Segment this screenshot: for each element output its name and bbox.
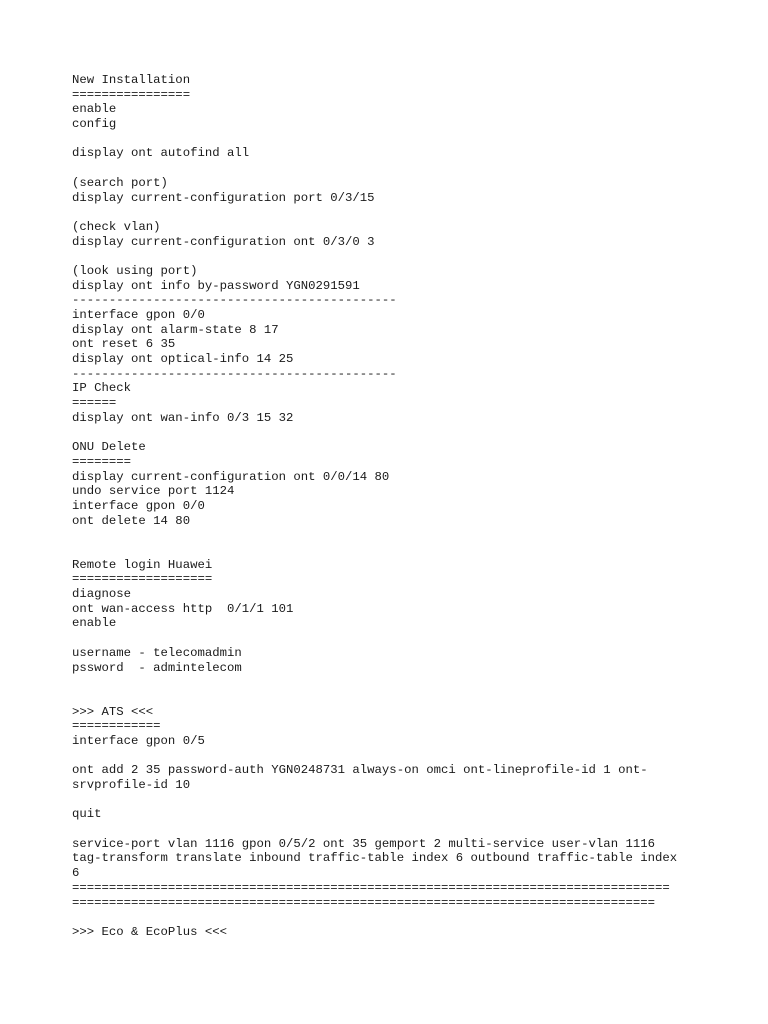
text-line: display current-configuration port 0/3/15 bbox=[72, 190, 375, 205]
text-line: (check vlan) bbox=[72, 219, 161, 234]
text-line: ont reset 6 35 bbox=[72, 337, 176, 352]
text-line: -------------------------------------------- bbox=[72, 366, 397, 381]
text-line bbox=[72, 793, 712, 808]
text-line bbox=[72, 631, 712, 646]
document-body bbox=[72, 73, 712, 940]
text-line bbox=[72, 426, 712, 441]
text-line: ================ bbox=[72, 87, 191, 102]
text-line bbox=[72, 910, 712, 925]
text-line: IP Check bbox=[72, 381, 132, 396]
text-line: srvprofile-id 10 bbox=[72, 778, 191, 792]
text-line bbox=[72, 249, 712, 264]
text-line: undo service port 1124 bbox=[72, 484, 235, 499]
text-line: =================== bbox=[72, 572, 213, 587]
text-line: tag-transform translate inbound traffic-table index 6 outbound traffic-table index bbox=[72, 851, 678, 866]
text-line: ont wan-access http 0/1/1 101 bbox=[72, 601, 294, 616]
text-line: config bbox=[72, 117, 117, 132]
text-line bbox=[72, 132, 712, 147]
text-line: -------------------------------------------- bbox=[72, 293, 397, 308]
text-line: interface gpon 0/0 bbox=[72, 498, 205, 513]
text-line bbox=[72, 822, 712, 837]
text-line: enable bbox=[72, 616, 117, 631]
text-line: ont add 2 35 password-auth YGN0248731 always-on omci ont-lineprofile-id 1 ont- bbox=[72, 763, 648, 778]
text-line: enable bbox=[72, 102, 117, 117]
text-line: (search port) bbox=[72, 175, 168, 190]
text-line: ONU Delete bbox=[72, 440, 146, 455]
text-line: display ont wan-info 0/3 15 32 bbox=[72, 410, 294, 425]
text-line: pssword - admintelecom bbox=[72, 660, 242, 675]
text-line: display ont optical-info 14 25 bbox=[72, 352, 294, 367]
text-line bbox=[72, 528, 712, 543]
text-line bbox=[72, 543, 712, 558]
text-line: interface gpon 0/5 bbox=[72, 733, 205, 748]
text-line: ======== bbox=[72, 454, 132, 469]
text-line: >>> ATS <<< bbox=[72, 704, 154, 719]
text-line: (look using port) bbox=[72, 263, 198, 278]
text-line: diagnose bbox=[72, 587, 132, 602]
text-line bbox=[72, 675, 712, 690]
text-line bbox=[72, 749, 712, 764]
text-line: display ont alarm-state 8 17 bbox=[72, 322, 279, 337]
text-line: ont delete 14 80 bbox=[72, 513, 191, 528]
text-line: display ont info by-password YGN0291591 bbox=[72, 278, 360, 293]
text-line: ====== bbox=[72, 396, 117, 411]
text-line: ================================================================================= bbox=[72, 880, 670, 895]
text-line: New Installation bbox=[72, 73, 191, 87]
text-line: display ont autofind all bbox=[72, 146, 250, 161]
text-line: Remote login Huawei bbox=[72, 557, 213, 572]
text-line: username - telecomadmin bbox=[72, 645, 242, 660]
text-line: >>> Eco & EcoPlus <<< bbox=[72, 924, 227, 939]
text-line: display current-configuration ont 0/0/14 80 bbox=[72, 469, 390, 484]
text-line: interface gpon 0/0 bbox=[72, 308, 205, 322]
text-line: display current-configuration ont 0/3/0 3 bbox=[72, 234, 375, 249]
text-line: quit bbox=[72, 807, 102, 822]
text-line bbox=[72, 690, 712, 705]
text-line: ============ bbox=[72, 719, 161, 734]
text-line: =============================================================================== bbox=[72, 895, 655, 910]
text-line bbox=[72, 205, 712, 220]
text-line: 6 bbox=[72, 866, 80, 881]
text-line bbox=[72, 161, 712, 176]
text-line: service-port vlan 1116 gpon 0/5/2 ont 35 gemport 2 multi-service user-vlan 1116 bbox=[72, 836, 655, 851]
